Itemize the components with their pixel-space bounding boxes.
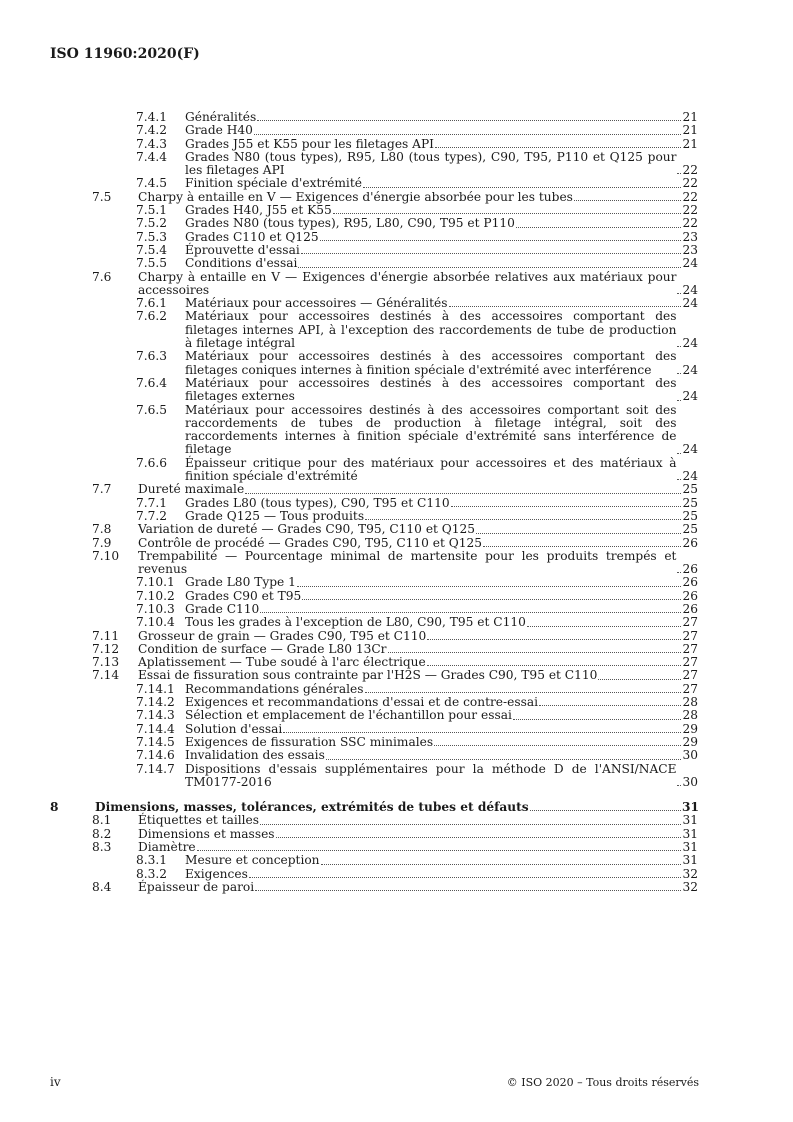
toc-entry[interactable]	[50, 656, 698, 669]
toc-entry-title: Charpy à entaille en V — Exigences d'énergie absorbée relatives aux matériaux pour accessoires	[138, 269, 677, 297]
toc-entry[interactable]	[50, 537, 698, 550]
toc-entry-page: 31	[682, 840, 698, 855]
toc-entry-title: Matériaux pour accessoires — Généralités	[185, 296, 448, 311]
toc-entry-title: Grade Q125 — Tous produits	[185, 508, 365, 523]
toc-entry-number: 8.3.2	[136, 866, 168, 881]
toc-entry-title: Grosseur de grain — Grades C90, T95 et C110	[138, 628, 427, 643]
dot-leader	[598, 679, 681, 680]
toc-entry-page: 22	[682, 163, 698, 178]
toc-entry[interactable]	[50, 814, 698, 827]
toc-entry[interactable]	[50, 523, 698, 536]
toc-entry-page: 22	[682, 189, 698, 204]
toc-entry-number: 7.14.4	[136, 721, 175, 736]
toc-entry-number: 7.14	[92, 668, 120, 683]
toc-entry-title: Grades N80 (tous types), R95, L80, C90, T95 et P110	[185, 216, 515, 231]
toc-entry-title: Contrôle de procédé — Grades C90, T95, C110 et Q125	[138, 535, 483, 550]
toc-entry-page: 27	[682, 681, 698, 696]
dot-leader	[388, 652, 682, 653]
toc-entry[interactable]	[50, 828, 698, 841]
dot-leader	[513, 719, 681, 720]
toc-entry[interactable]	[50, 138, 698, 151]
toc-entry-number: 7.14.2	[136, 695, 175, 710]
toc-entry[interactable]	[50, 111, 698, 124]
toc-entry[interactable]	[50, 244, 698, 257]
toc-entry[interactable]	[50, 749, 698, 762]
toc-entry-page: 27	[682, 641, 698, 656]
toc-entry-number: 7.4.2	[136, 123, 168, 138]
toc-entry-page: 29	[682, 734, 698, 749]
toc-entry[interactable]	[50, 404, 698, 457]
toc-entry-title: Aplatissement — Tube soudé à l'arc électrique	[138, 655, 426, 670]
toc-entry-number: 7.6.2	[136, 309, 168, 324]
toc-entry[interactable]	[50, 124, 698, 137]
toc-entry[interactable]	[50, 709, 698, 722]
toc-entry-title: Grade L80 Type 1	[185, 575, 296, 590]
toc-entry-page: 31	[682, 853, 698, 868]
toc-entry-title: Grades J55 et K55 pour les filetages API	[185, 136, 434, 151]
dot-leader	[363, 187, 681, 188]
toc-entry-page: 32	[682, 879, 698, 894]
toc-entry-title: Mesure et conception	[185, 853, 320, 868]
toc-entry-title: Grade C110	[185, 601, 260, 616]
toc-entry-number: 7.10	[92, 548, 120, 563]
dot-leader	[333, 213, 681, 214]
dot-leader	[301, 253, 681, 254]
toc-entry-title: Charpy à entaille en V — Exigences d'énergie absorbée pour les tubes	[138, 189, 573, 204]
toc-entry-page: 28	[682, 695, 698, 710]
toc-entry-number: 7.10.4	[136, 615, 175, 630]
toc-entry-page: 30	[682, 748, 698, 763]
dot-leader	[276, 837, 681, 838]
toc-entry-title: Exigences de fissuration SSC minimales	[185, 734, 434, 749]
document-id: ISO 11960:2020(F)	[50, 46, 200, 62]
dot-leader	[677, 293, 681, 294]
dot-leader	[451, 506, 681, 507]
toc-entry-number: 7.6.1	[136, 296, 168, 311]
toc-entry[interactable]	[50, 550, 698, 577]
toc-entry-page: 21	[682, 136, 698, 151]
toc-entry-title: Finition spéciale d'extrémité	[185, 176, 362, 191]
toc-entry[interactable]	[50, 881, 698, 894]
toc-entry-page: 25	[682, 508, 698, 523]
toc-entry[interactable]	[50, 377, 698, 404]
toc-entry-number: 7.7.1	[136, 495, 168, 510]
dot-leader	[516, 227, 681, 228]
toc-entry-number: 7.14.7	[136, 761, 175, 776]
toc-entry-page: 32	[682, 866, 698, 881]
dot-leader	[320, 240, 681, 241]
toc-entry-title: Grades N80 (tous types), R95, L80 (tous types), C90, T95, P110 et Q125 pour les filetages API	[185, 149, 677, 178]
dot-leader	[677, 572, 681, 573]
toc-entry[interactable]	[50, 350, 698, 377]
toc-entry[interactable]	[50, 669, 698, 682]
toc-entry-page: 23	[682, 229, 698, 244]
toc-entry-title: Dimensions et masses	[138, 826, 275, 841]
toc-entry-title: Grades H40, J55 et K55	[185, 203, 332, 218]
toc-entry-title: Matériaux pour accessoires destinés à des accessoires comportant des filetages coniques internes à finition spéciale d'extrémité avec interférence	[185, 349, 677, 377]
toc-entry-page: 27	[682, 668, 698, 683]
toc-entry-title: Épaisseur critique pour des matériaux pour accessoires et des matériaux à finition spéciale d'extrémité	[185, 455, 677, 484]
toc-entry-number: 7.10.1	[136, 575, 175, 590]
toc-entry-page: 29	[682, 721, 698, 736]
toc-entry-title: Trempabilité — Pourcentage minimal de martensite pour les produits trempés et revenus	[138, 548, 677, 577]
toc-entry-page: 30	[682, 774, 698, 789]
dot-leader	[539, 705, 681, 706]
toc-entry-title: Grades C110 et Q125	[185, 229, 319, 244]
toc-entry-page: 26	[682, 588, 698, 603]
toc-entry-title: Grade H40	[185, 123, 253, 138]
toc-entry-number: 8	[50, 800, 59, 815]
toc-entry-title: Diamètre	[138, 840, 196, 855]
toc-entry-page: 27	[682, 655, 698, 670]
toc-entry-number: 8.1	[92, 813, 112, 828]
dot-leader	[483, 546, 681, 547]
toc-entry-number: 7.6	[92, 269, 112, 284]
toc-entry[interactable]	[50, 643, 698, 656]
toc-entry[interactable]	[50, 868, 698, 881]
dot-leader	[255, 890, 681, 891]
toc-entry[interactable]	[50, 204, 698, 217]
toc-entry-number: 7.5.5	[136, 256, 168, 271]
toc-entry-page: 24	[682, 336, 698, 351]
toc-entry-number: 7.14.6	[136, 748, 175, 763]
toc-entry[interactable]	[50, 630, 698, 643]
toc-entry-number: 7.5.4	[136, 242, 168, 257]
toc-entry-title: Condition de surface — Grade L80 13Cr	[138, 641, 387, 656]
toc-entry-title: Exigences et recommandations d'essai et de contre-essai	[185, 695, 539, 710]
toc-entry-title: Grades L80 (tous types), C90, T95 et C110	[185, 495, 450, 510]
toc-entry-number: 7.7.2	[136, 508, 168, 523]
dot-leader	[527, 626, 681, 627]
toc-entry-number: 7.13	[92, 655, 120, 670]
dot-leader	[260, 824, 681, 825]
toc-entry[interactable]	[50, 590, 698, 603]
toc-entry-page: 31	[682, 800, 699, 815]
toc-entry-number: 7.14.1	[136, 681, 175, 696]
dot-leader	[435, 147, 681, 148]
toc-entry[interactable]	[50, 177, 698, 190]
dot-leader	[245, 493, 681, 494]
toc-entry-page: 22	[682, 203, 698, 218]
toc-entry-page: 31	[682, 813, 698, 828]
table-of-contents	[50, 111, 698, 894]
toc-entry-number: 7.8	[92, 522, 112, 537]
dot-leader	[298, 267, 681, 268]
toc-entry[interactable]	[50, 310, 698, 350]
page-number: iv	[50, 1075, 61, 1089]
copyright-notice: © ISO 2020 – Tous droits réservés	[506, 1076, 699, 1089]
dot-leader	[476, 533, 681, 534]
toc-entry-number: 7.5.1	[136, 203, 168, 218]
toc-entry-page: 24	[682, 282, 698, 297]
toc-entry-number: 7.10.3	[136, 601, 175, 616]
toc-entry-number: 7.6.3	[136, 349, 168, 364]
toc-entry-page: 21	[682, 110, 698, 124]
toc-entry-number: 8.3	[92, 840, 112, 855]
toc-entry[interactable]	[50, 576, 698, 589]
dot-leader	[365, 519, 681, 520]
dot-leader	[297, 586, 681, 587]
dot-leader	[677, 173, 681, 174]
toc-entry-title: Matériaux pour accessoires destinés à des accessoires comportant des filetages internes API, à l'exception des raccordements de tube de production à filetage intégral	[185, 309, 677, 351]
toc-entry-page: 24	[682, 469, 698, 484]
toc-entry-title: Exigences	[185, 866, 248, 881]
toc-entry-title: Invalidation des essais	[185, 748, 325, 763]
toc-entry[interactable]	[50, 763, 698, 790]
dot-leader	[249, 877, 681, 878]
toc-entry-page: 22	[682, 176, 698, 191]
toc-entry-page: 25	[682, 482, 698, 497]
dot-leader	[302, 599, 681, 600]
toc-entry[interactable]	[50, 191, 698, 204]
toc-entry[interactable]	[50, 854, 698, 867]
toc-entry-number: 7.4.4	[136, 149, 168, 164]
toc-entry[interactable]	[50, 723, 698, 736]
toc-entry-page: 26	[682, 562, 698, 577]
dot-leader	[677, 479, 681, 480]
toc-entry-page: 26	[682, 535, 698, 550]
toc-entry-number: 7.4.5	[136, 176, 168, 191]
toc-entry[interactable]	[50, 231, 698, 244]
toc-entry-title: Généralités	[185, 110, 257, 124]
toc-entry-title: Solution d'essai	[185, 721, 283, 736]
toc-entry-number: 7.4.3	[136, 136, 168, 151]
toc-entry-page: 21	[682, 123, 698, 138]
dot-leader	[677, 785, 681, 786]
toc-entry-page: 26	[682, 601, 698, 616]
toc-entry-title: Étiquettes et tailles	[138, 813, 260, 828]
dot-leader	[427, 665, 681, 666]
toc-entry-number: 7.5.2	[136, 216, 168, 231]
toc-entry-page: 22	[682, 216, 698, 231]
toc-entry-number: 7.7	[92, 482, 112, 497]
toc-entry-number: 8.3.1	[136, 853, 168, 868]
toc-entry[interactable]	[50, 151, 698, 178]
dot-leader	[283, 732, 681, 733]
dot-leader	[677, 373, 681, 374]
toc-entry-number: 7.12	[92, 641, 120, 656]
toc-entry-title: Matériaux pour accessoires destinés à des accessoires comportant des filetages externes	[185, 375, 677, 404]
dot-leader	[574, 200, 681, 201]
toc-entry-number: 7.14.5	[136, 734, 175, 749]
dot-leader	[677, 346, 681, 347]
dot-leader	[530, 810, 681, 811]
toc-entry-title: Grades C90 et T95	[185, 588, 302, 603]
toc-entry[interactable]	[50, 257, 698, 270]
toc-entry-page: 24	[682, 389, 698, 404]
toc-entry[interactable]	[50, 483, 698, 496]
toc-entry-number: 7.5.3	[136, 229, 168, 244]
toc-entry[interactable]	[50, 457, 698, 484]
toc-entry-title: Essai de fissuration sous contrainte par l'H2S — Grades C90, T95 et C110	[138, 668, 598, 683]
toc-entry-title: Variation de dureté — Grades C90, T95, C110 et Q125	[138, 522, 476, 537]
toc-entry-page: 27	[682, 628, 698, 643]
toc-entry[interactable]	[50, 271, 698, 298]
toc-entry-title: Dimensions, masses, tolérances, extrémités de tubes et défauts	[95, 800, 529, 815]
dot-leader	[321, 864, 681, 865]
toc-entry-number: 7.11	[92, 628, 120, 643]
toc-entry-title: Sélection et emplacement de l'échantillon pour essai	[185, 708, 512, 723]
toc-entry-title: Épaisseur de paroi	[138, 879, 255, 894]
toc-entry[interactable]	[50, 696, 698, 709]
toc-entry[interactable]	[50, 497, 698, 510]
toc-entry[interactable]	[50, 736, 698, 749]
toc-entry-title: Matériaux pour accessoires destinés à des accessoires comportant soit des raccordements de tubes de production à filetage intégral, soit des raccordements internes à finition spéciale d'extrémité sans interférence de filetage	[185, 402, 677, 457]
dot-leader	[677, 453, 681, 454]
dot-leader	[257, 120, 681, 121]
dot-leader	[677, 400, 681, 401]
toc-entry-number: 7.6.5	[136, 402, 168, 417]
toc-entry-title: Éprouvette d'essai	[185, 242, 300, 257]
toc-entry-number: 7.5	[92, 189, 112, 204]
toc-entry-page: 24	[682, 442, 698, 457]
toc-entry-title: Dispositions d'essais supplémentaires pour la méthode D de l'ANSI/NACE TM0177-2016	[185, 761, 677, 789]
dot-leader	[254, 134, 681, 135]
toc-entry-title: Tous les grades à l'exception de L80, C90, T95 et C110	[185, 615, 526, 630]
toc-entry-page: 24	[682, 256, 698, 271]
toc-entry-page: 23	[682, 242, 698, 257]
dot-leader	[260, 612, 681, 613]
dot-leader	[365, 692, 682, 693]
toc-entry[interactable]	[50, 603, 698, 616]
toc-entry[interactable]	[50, 841, 698, 854]
toc-entry-page: 27	[682, 615, 698, 630]
toc-entry[interactable]	[50, 217, 698, 230]
toc-entry-number: 8.2	[92, 826, 112, 841]
toc-entry-number: 7.14.3	[136, 708, 175, 723]
dot-leader	[197, 850, 681, 851]
dot-leader	[427, 639, 681, 640]
dot-leader	[326, 759, 681, 760]
toc-entry-title: Dureté maximale	[138, 482, 245, 497]
toc-entry[interactable]	[50, 510, 698, 523]
toc-entry-number: 8.4	[92, 879, 112, 894]
toc-entry[interactable]	[50, 616, 698, 629]
dot-leader	[449, 306, 682, 307]
toc-entry-title: Conditions d'essai	[185, 256, 298, 271]
toc-entry[interactable]	[50, 297, 698, 310]
toc-entry-page: 31	[682, 826, 698, 841]
toc-entry[interactable]	[50, 683, 698, 696]
toc-entry-page: 28	[682, 708, 698, 723]
toc-entry-number: 7.9	[92, 535, 112, 550]
toc-entry-page: 25	[682, 522, 698, 537]
toc-entry-number: 7.10.2	[136, 588, 175, 603]
toc-entry-page: 24	[682, 296, 698, 311]
toc-entry-title: Recommandations générales	[185, 681, 364, 696]
toc-entry-page: 26	[682, 575, 698, 590]
toc-entry-number: 7.4.1	[136, 110, 168, 124]
toc-entry-page: 25	[682, 495, 698, 510]
toc-entry-number: 7.6.4	[136, 375, 168, 390]
toc-entry-page: 24	[682, 362, 698, 377]
toc-entry-number: 7.6.6	[136, 455, 168, 470]
dot-leader	[434, 745, 681, 746]
